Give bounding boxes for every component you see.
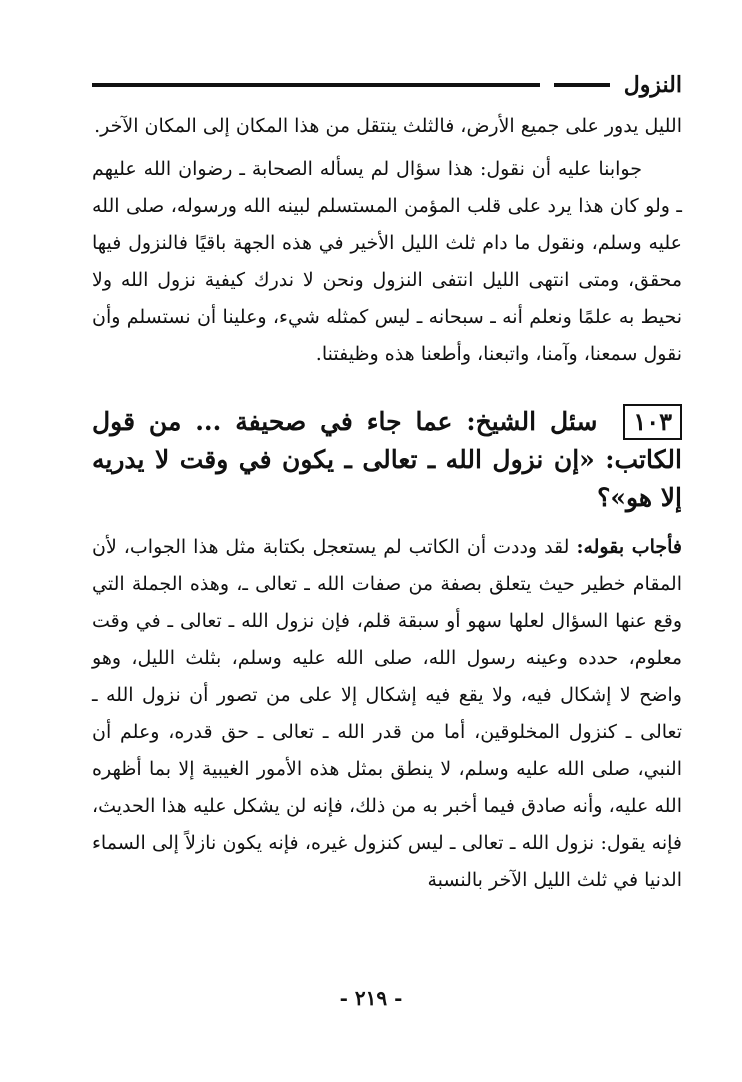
answer-lead: فأجاب بقوله:	[576, 536, 682, 558]
question-block	[92, 403, 682, 517]
header-short-rule	[554, 83, 610, 87]
page-number: - ٢١٩ -	[339, 986, 403, 1010]
paragraph-2: جوابنا عليه أن نقول: هذا سؤال لم يسأله الصحابة ـ رضوان الله عليهم ـ ولو كان هذا يرد على قلب المؤمن المستسلم لبينه الله ورسوله، صلى الله عليه وسلم، ونقول ما دام ثلث الليل الأخير في هذه الجهة باقيًا فالنزول فيها محقق، ومتى انتهى الليل انتفى النزول ونحن لا ندرك كيفية نزول الله ولا نحيط به علمًا ونعلم أنه ـ سبحانه ـ ليس كمثله شيء، وعلينا أن نستسلم وأن نقول سمعنا، وآمنا، واتبعنا، وأطعنا هذه وظيفتنا.	[92, 158, 682, 365]
running-header	[92, 70, 682, 100]
question-text: سئل الشيخ: عما جاء في صحيفة ... من قول الكاتب: «إن نزول الله ـ تعالى ـ يكون في وقت لا يدريه إلا هو»؟	[92, 407, 682, 512]
running-title: النزول	[623, 72, 682, 98]
paragraph-1: الليل يدور على جميع الأرض، فالثلث ينتقل من هذا المكان إلى المكان الآخر.	[94, 115, 682, 137]
question-number-box: ١٠٣	[623, 404, 682, 440]
answer-text: لقد وددت أن الكاتب لم يستعجل بكتابة مثل هذا الجواب، لأن المقام خطير حيث يتعلق بصفة من صفات الله ـ تعالى ـ، وهذه الجملة التي وقع عنها السؤال لعلها سهو أو سبقة قلم، فإن نزول الله ـ تعالى ـ في وقت معلوم، حدده وعينه رسول الله، صلى الله عليه وسلم، بثلث الليل، وهو واضح لا إشكال فيه، ولا يقع فيه إشكال إلا على من تصور أن نزول الله ـ تعالى ـ كنزول المخلوقين، أما من قدر الله ـ تعالى ـ حق قدره، وعلم أن النبي، صلى الله عليه وسلم، لا ينطق بمثل هذه الأمور الغيبية إلا بما أظهره الله عليه، وأنه صادق فيما أخبر به من ذلك، فإنه لن يشكل عليه هذا الحديث، فإنه يقول: نزول الله ـ تعالى ـ ليس كنزول غيره، فإنه يكون نازلاً إلى السماء الدنيا في ثلث الليل الآخر بالنسبة	[92, 536, 682, 891]
header-long-rule	[92, 83, 540, 87]
page-body	[92, 108, 682, 899]
answer-paragraph	[92, 529, 682, 899]
